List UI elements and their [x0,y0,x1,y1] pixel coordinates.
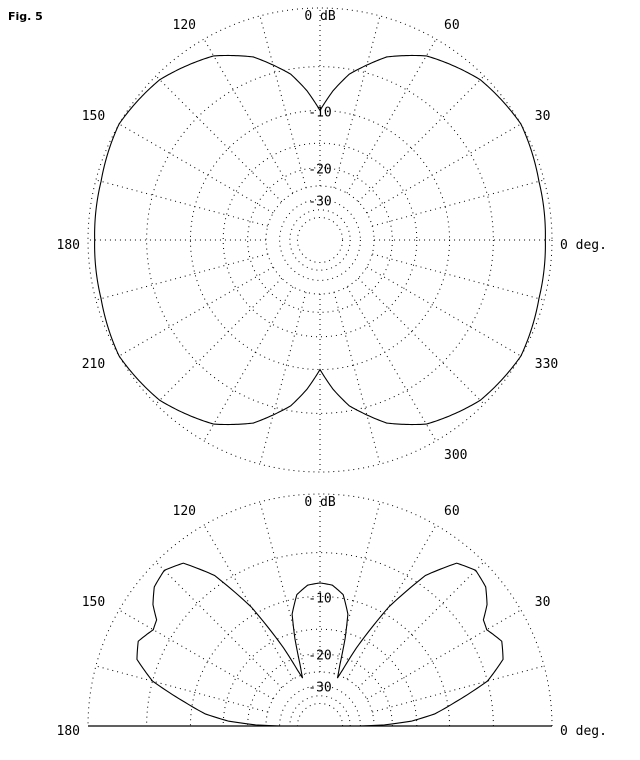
top-grid-spoke-105 [260,16,306,188]
bottom-range-label-2: -20 [308,648,332,664]
bottom-grid-spoke-165 [96,666,268,712]
top-grid-spoke-165 [96,180,268,226]
top-grid-spoke-30 [367,124,521,213]
top-grid-spoke-345 [372,254,544,300]
top-angle-label-300: 300 [444,447,468,463]
top-grid-spoke-315 [358,278,484,404]
bottom-grid-spoke-15 [372,666,544,712]
bottom-grid-spoke-150 [119,610,273,699]
top-grid-spoke-135 [156,76,282,202]
top-grid-spoke-300 [347,287,436,441]
top-angle-label-330: 330 [534,357,559,372]
top-grid-spoke-150 [119,124,273,213]
top-grid-spoke-60 [347,39,436,193]
bottom-grid-ring-3 [223,629,417,726]
bottom-angle-label-180: 180 [56,724,80,739]
top-range-label-0: 0 dB [304,9,336,24]
bottom-grid-spoke-60 [347,525,436,679]
top-range-label-2: -20 [308,162,332,178]
bottom-range-label-0: 0 dB [304,495,336,510]
top-grid-spoke-195 [96,254,268,300]
top-angle-label-210: 210 [81,357,106,372]
top-grid-spoke-255 [260,292,306,464]
top-grid-spoke-75 [334,16,380,188]
top-angle-label-60: 60 [444,18,460,34]
top-grid-spoke-210 [119,267,273,356]
bottom-grid-ring-1 [147,553,494,726]
bottom-grid-spoke-30 [367,610,521,699]
bottom-grid-ring-7 [290,696,350,726]
top-grid-spoke-225 [156,278,282,404]
top-grid-ring-2 [190,110,449,369]
bottom-polar-chart [57,494,607,739]
top-grid-spoke-120 [204,39,293,193]
top-grid-spoke-15 [372,180,544,226]
bottom-grid-spoke-45 [358,562,484,688]
top-grid-ring-4 [248,168,393,313]
figure-label: Fig. 5 [8,10,43,23]
top-angle-label-150: 150 [81,109,106,124]
bottom-grid-spoke-120 [204,525,293,679]
bottom-range-label-3: -30 [308,680,332,696]
bottom-angle-label-150: 150 [81,595,106,610]
top-grid-ring-7 [290,210,350,270]
bottom-angle-label-0: 0 deg. [560,724,607,739]
top-polar-chart [57,8,607,472]
bottom-grid-ring-8 [297,703,342,726]
bottom-grid-spoke-135 [156,562,282,688]
top-grid-spoke-285 [334,292,380,464]
top-grid-spoke-240 [204,287,293,441]
top-grid-ring-8 [297,217,342,262]
top-grid-spoke-45 [358,76,484,202]
top-angle-label-120: 120 [172,18,196,34]
top-range-label-1: -10 [308,105,332,121]
top-angle-label-0: 0 deg. [560,238,607,253]
top-grid-spoke-330 [367,267,521,356]
top-range-label-3: -30 [308,194,332,210]
bottom-angle-label-120: 120 [172,504,196,520]
top-grid-ring-6 [280,200,361,281]
top-angle-label-180: 180 [56,238,80,253]
top-angle-label-30: 30 [534,109,551,124]
bottom-angle-label-30: 30 [534,595,551,610]
bottom-angle-label-60: 60 [444,504,460,520]
bottom-range-label-1: -10 [308,591,332,607]
bottom-pattern-trace [137,563,503,726]
